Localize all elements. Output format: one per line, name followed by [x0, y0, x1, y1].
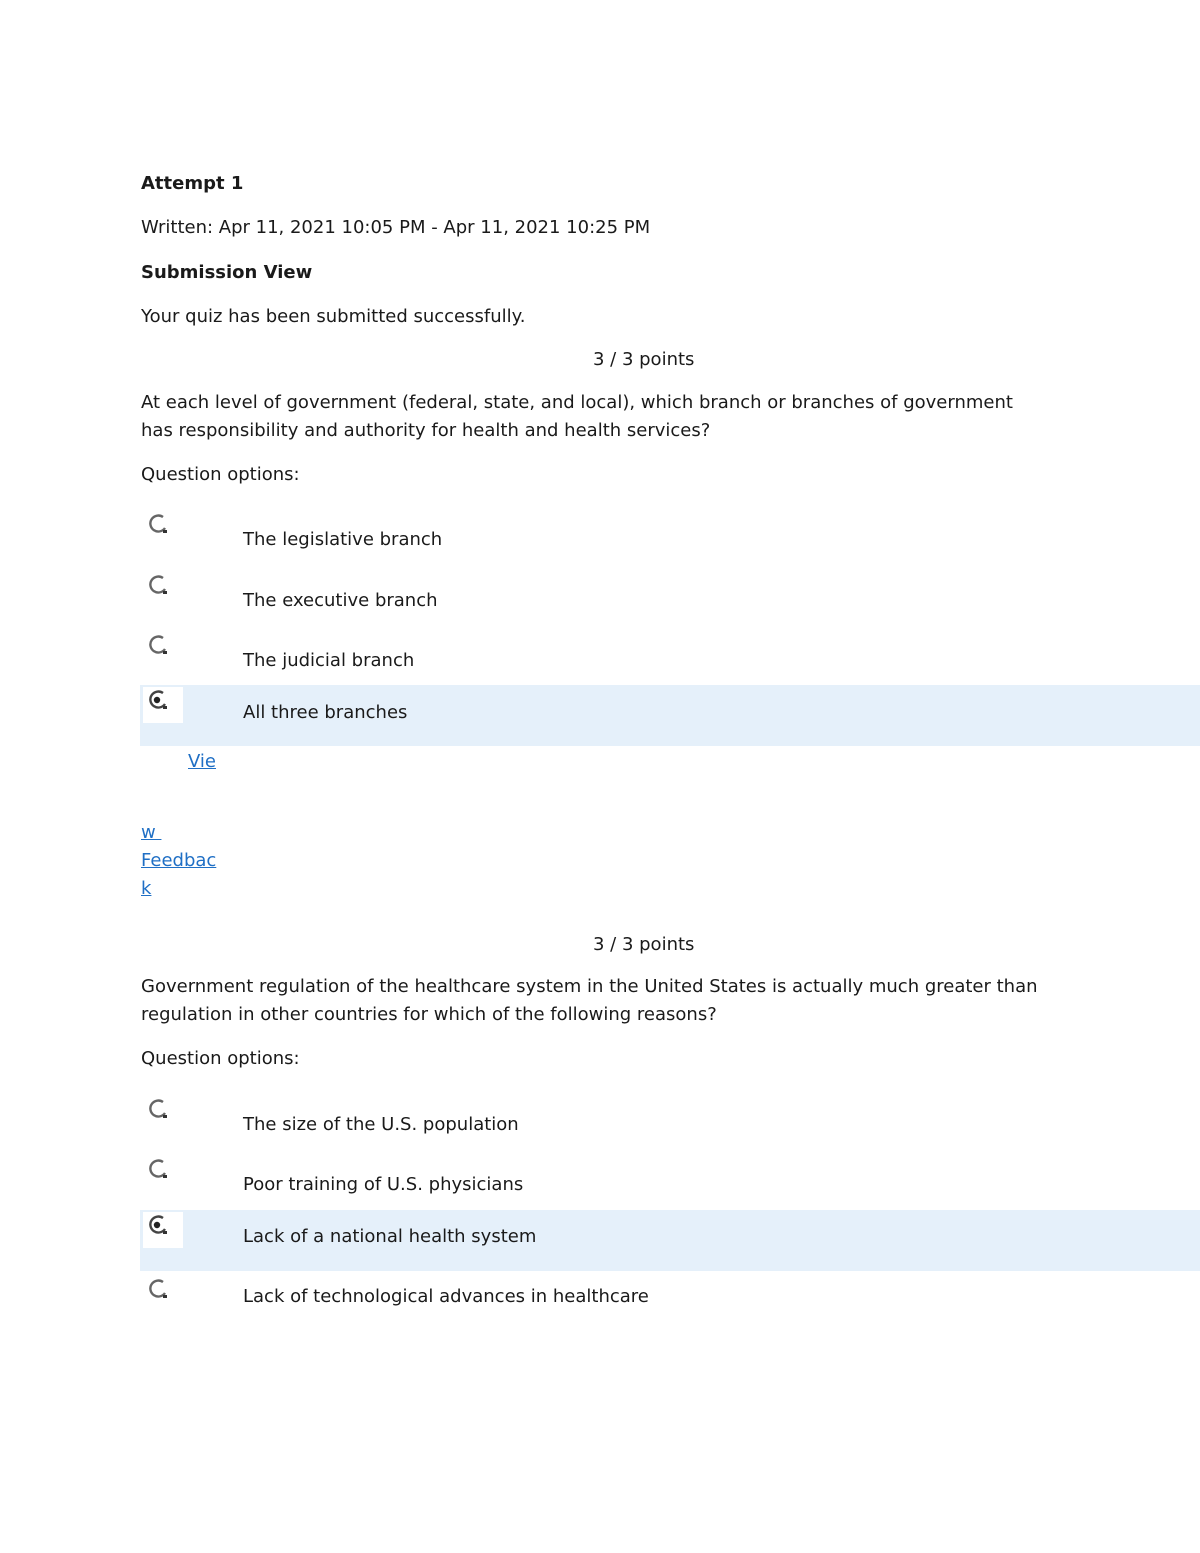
- option-label: The judicial branch: [243, 650, 415, 671]
- attempt-heading: Attempt 1: [141, 173, 244, 194]
- radio-button-selected[interactable]: [143, 1212, 183, 1248]
- question-2-text: Government regulation of the healthcare system in the United States is actually much greater than regulation in other countries for which of the following reasons?: [141, 976, 1038, 1025]
- radio-button[interactable]: [143, 1276, 183, 1312]
- radio-icon: [147, 513, 171, 539]
- option-label: The legislative branch: [243, 529, 443, 550]
- question-1-option-4[interactable]: [140, 685, 1200, 746]
- question-1-options-label: Question options:: [141, 464, 300, 485]
- radio-button[interactable]: [143, 1096, 183, 1132]
- radio-icon: [147, 1098, 171, 1124]
- question-2-option-4[interactable]: [140, 1274, 1200, 1335]
- submission-confirmation: Your quiz has been submitted successfully.: [141, 306, 526, 327]
- submission-view-heading: Submission View: [141, 262, 313, 283]
- question-2-option-1[interactable]: [140, 1094, 1200, 1155]
- question-1-option-1[interactable]: [140, 509, 1200, 570]
- radio-selected-icon: [147, 689, 171, 715]
- question-2-options-label: Question options:: [141, 1048, 300, 1069]
- option-label: The executive branch: [243, 590, 438, 611]
- radio-button-selected[interactable]: [143, 687, 183, 723]
- view-feedback-link-part[interactable]: k: [141, 878, 152, 899]
- radio-icon: [147, 1158, 171, 1184]
- view-feedback-link-part[interactable]: Vie: [188, 751, 216, 772]
- view-feedback-link-part[interactable]: w: [141, 822, 162, 843]
- question-1-option-2[interactable]: [140, 570, 1200, 631]
- radio-icon: [147, 574, 171, 600]
- radio-icon: [147, 634, 171, 660]
- question-2-score: 3 / 3 points: [593, 934, 695, 955]
- option-label: All three branches: [243, 702, 408, 723]
- view-feedback-link-part[interactable]: Feedbac: [141, 850, 217, 871]
- radio-button[interactable]: [143, 632, 183, 668]
- question-1-score: 3 / 3 points: [593, 349, 695, 370]
- radio-icon: [147, 1278, 171, 1304]
- option-label: Lack of technological advances in healthcare: [243, 1286, 649, 1307]
- radio-button[interactable]: [143, 1156, 183, 1192]
- written-timestamp: Written: Apr 11, 2021 10:05 PM - Apr 11, 2021 10:25 PM: [141, 217, 651, 238]
- option-label: Poor training of U.S. physicians: [243, 1174, 524, 1195]
- radio-button[interactable]: [143, 511, 183, 547]
- option-label: Lack of a national health system: [243, 1226, 537, 1247]
- question-1-option-3[interactable]: [140, 630, 1200, 691]
- question-1-text: At each level of government (federal, state, and local), which branch or branches of government has responsibility and authority for health and health services?: [141, 392, 1013, 441]
- question-2-option-2[interactable]: [140, 1154, 1200, 1215]
- radio-selected-icon: [147, 1214, 171, 1240]
- option-label: The size of the U.S. population: [243, 1114, 519, 1135]
- question-2-option-3[interactable]: [140, 1210, 1200, 1271]
- radio-button[interactable]: [143, 572, 183, 608]
